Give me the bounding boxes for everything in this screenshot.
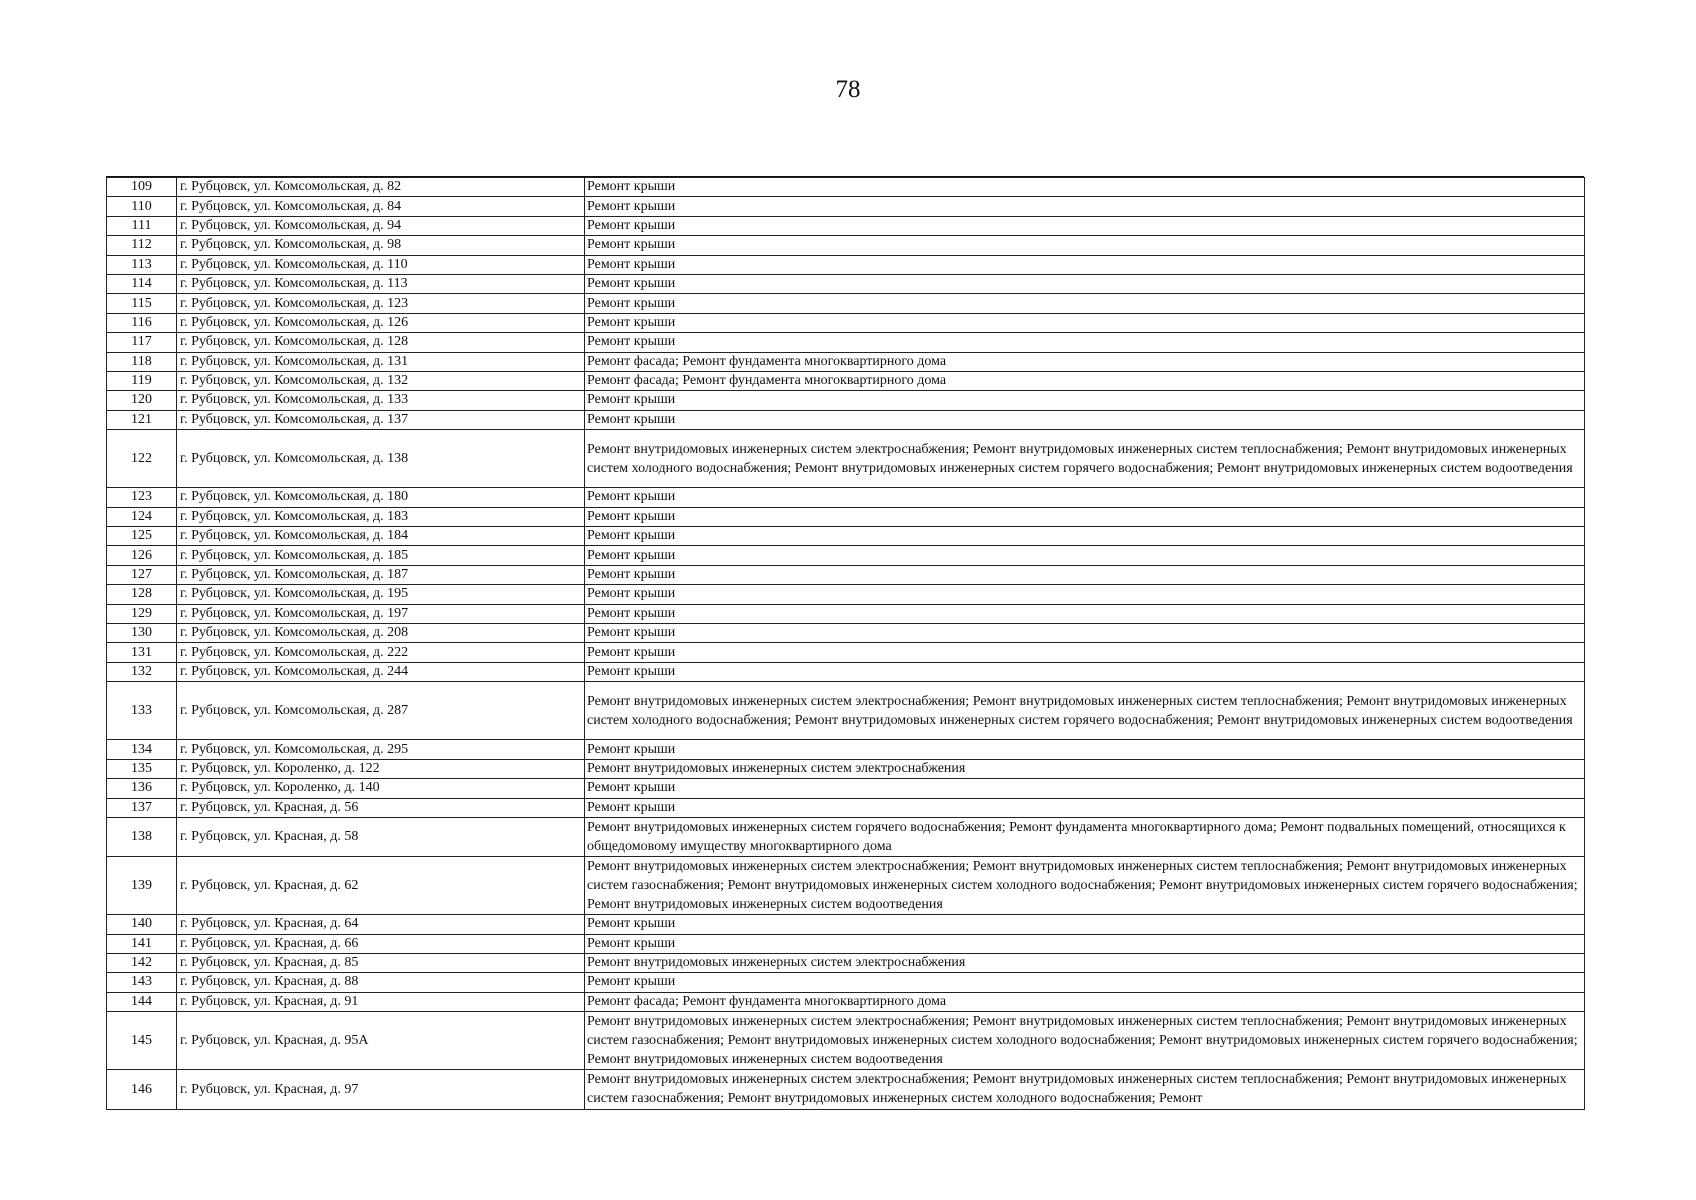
house-address: г. Рубцовск, ул. Комсомольская, д. 110 [177, 255, 585, 274]
house-address: г. Рубцовск, ул. Красная, д. 91 [177, 992, 585, 1011]
row-number: 128 [107, 585, 177, 604]
table-row [107, 934, 1585, 953]
row-number: 145 [107, 1012, 177, 1070]
house-address: г. Рубцовск, ул. Красная, д. 64 [177, 915, 585, 934]
row-number: 120 [107, 391, 177, 410]
row-number: 143 [107, 973, 177, 992]
row-number: 140 [107, 915, 177, 934]
house-address: г. Рубцовск, ул. Красная, д. 58 [177, 817, 585, 856]
house-address: г. Рубцовск, ул. Короленко, д. 140 [177, 779, 585, 798]
repair-works: Ремонт крыши [585, 779, 1585, 798]
house-address: г. Рубцовск, ул. Комсомольская, д. 94 [177, 216, 585, 235]
repair-works: Ремонт внутридомовых инженерных систем электроснабжения [585, 759, 1585, 778]
table-row [107, 488, 1585, 507]
house-address: г. Рубцовск, ул. Комсомольская, д. 197 [177, 604, 585, 623]
house-address: г. Рубцовск, ул. Комсомольская, д. 183 [177, 507, 585, 526]
table-row [107, 1012, 1585, 1070]
house-address: г. Рубцовск, ул. Комсомольская, д. 222 [177, 643, 585, 662]
row-number: 111 [107, 216, 177, 235]
row-number: 137 [107, 798, 177, 817]
table-row [107, 507, 1585, 526]
house-address: г. Рубцовск, ул. Комсомольская, д. 187 [177, 565, 585, 584]
table-row [107, 992, 1585, 1011]
table-row [107, 410, 1585, 429]
table-row [107, 798, 1585, 817]
house-address: г. Рубцовск, ул. Комсомольская, д. 208 [177, 624, 585, 643]
table-row [107, 662, 1585, 681]
house-address: г. Рубцовск, ул. Комсомольская, д. 82 [177, 178, 585, 197]
house-address: г. Рубцовск, ул. Короленко, д. 122 [177, 759, 585, 778]
repair-works: Ремонт крыши [585, 294, 1585, 313]
repair-works: Ремонт крыши [585, 313, 1585, 332]
house-address: г. Рубцовск, ул. Красная, д. 56 [177, 798, 585, 817]
row-number: 119 [107, 371, 177, 390]
repair-works: Ремонт крыши [585, 662, 1585, 681]
row-number: 133 [107, 682, 177, 740]
repair-works: Ремонт крыши [585, 216, 1585, 235]
repair-works: Ремонт крыши [585, 604, 1585, 623]
row-number: 138 [107, 817, 177, 856]
table-row [107, 236, 1585, 255]
table-row [107, 856, 1585, 914]
repair-works: Ремонт фасада; Ремонт фундамента многоквартирного дома [585, 371, 1585, 390]
table-row [107, 216, 1585, 235]
row-number: 118 [107, 352, 177, 371]
repair-works: Ремонт внутридомовых инженерных систем электроснабжения; Ремонт внутридомовых инженерных систем теплоснабжения; Ремонт внутридомовых инженерных систем холодного водоснабжения; Ремонт внутридомовых инженерных систем горячего водоснабжения; Ремонт внутридомовых инженерных систем водоотведения [585, 430, 1585, 488]
table-row [107, 333, 1585, 352]
row-number: 125 [107, 527, 177, 546]
repair-works: Ремонт крыши [585, 507, 1585, 526]
table-row [107, 371, 1585, 390]
works-register [106, 176, 1584, 1110]
row-number: 123 [107, 488, 177, 507]
table-row [107, 430, 1585, 488]
table-row [107, 313, 1585, 332]
row-number: 131 [107, 643, 177, 662]
house-address: г. Рубцовск, ул. Комсомольская, д. 138 [177, 430, 585, 488]
house-address: г. Рубцовск, ул. Комсомольская, д. 295 [177, 740, 585, 759]
table-row [107, 391, 1585, 410]
row-number: 114 [107, 274, 177, 293]
table-row [107, 585, 1585, 604]
house-address: г. Рубцовск, ул. Комсомольская, д. 123 [177, 294, 585, 313]
table-row [107, 527, 1585, 546]
row-number: 144 [107, 992, 177, 1011]
row-number: 124 [107, 507, 177, 526]
house-address: г. Рубцовск, ул. Комсомольская, д. 128 [177, 333, 585, 352]
repair-works: Ремонт внутридомовых инженерных систем электроснабжения; Ремонт внутридомовых инженерных систем теплоснабжения; Ремонт внутридомовых инженерных систем газоснабжения; Ремонт внутридомовых инженерных систем холодного водоснабжения; Ремонт внутридомовых инженерных систем горячего водоснабжения; Ремонт внутридомовых инженерных систем водоотведения [585, 1012, 1585, 1070]
repair-works: Ремонт внутридомовых инженерных систем горячего водоснабжения; Ремонт фундамента многоквартирного дома; Ремонт подвальных помещений, относящихся к общедомовому имуществу многоквартирного дома [585, 817, 1585, 856]
house-address: г. Рубцовск, ул. Комсомольская, д. 126 [177, 313, 585, 332]
repair-works: Ремонт фасада; Ремонт фундамента многоквартирного дома [585, 992, 1585, 1011]
house-address: г. Рубцовск, ул. Комсомольская, д. 184 [177, 527, 585, 546]
house-address: г. Рубцовск, ул. Комсомольская, д. 98 [177, 236, 585, 255]
repair-works: Ремонт крыши [585, 255, 1585, 274]
house-address: г. Рубцовск, ул. Комсомольская, д. 180 [177, 488, 585, 507]
repair-works: Ремонт крыши [585, 565, 1585, 584]
table-row [107, 973, 1585, 992]
house-address: г. Рубцовск, ул. Комсомольская, д. 84 [177, 197, 585, 216]
house-address: г. Рубцовск, ул. Комсомольская, д. 244 [177, 662, 585, 681]
row-number: 109 [107, 178, 177, 197]
repair-works: Ремонт крыши [585, 546, 1585, 565]
house-address: г. Рубцовск, ул. Красная, д. 85 [177, 953, 585, 972]
table-row [107, 294, 1585, 313]
table-row [107, 953, 1585, 972]
table-body [107, 178, 1585, 1110]
table-row [107, 197, 1585, 216]
house-address: г. Рубцовск, ул. Красная, д. 62 [177, 856, 585, 914]
table-row [107, 817, 1585, 856]
repair-works: Ремонт крыши [585, 973, 1585, 992]
row-number: 129 [107, 604, 177, 623]
house-address: г. Рубцовск, ул. Красная, д. 66 [177, 934, 585, 953]
repair-works: Ремонт крыши [585, 488, 1585, 507]
row-number: 115 [107, 294, 177, 313]
row-number: 146 [107, 1070, 177, 1110]
page-number: 78 [835, 76, 861, 103]
table-row [107, 759, 1585, 778]
repair-works: Ремонт внутридомовых инженерных систем электроснабжения; Ремонт внутридомовых инженерных систем теплоснабжения; Ремонт внутридомовых инженерных систем холодного водоснабжения; Ремонт внутридомовых инженерных систем горячего водоснабжения; Ремонт внутридомовых инженерных систем водоотведения [585, 682, 1585, 740]
house-address: г. Рубцовск, ул. Красная, д. 97 [177, 1070, 585, 1110]
row-number: 135 [107, 759, 177, 778]
house-address: г. Рубцовск, ул. Комсомольская, д. 185 [177, 546, 585, 565]
repair-works: Ремонт крыши [585, 274, 1585, 293]
table-row [107, 740, 1585, 759]
row-number: 130 [107, 624, 177, 643]
repair-works: Ремонт фасада; Ремонт фундамента многоквартирного дома [585, 352, 1585, 371]
repair-works: Ремонт крыши [585, 236, 1585, 255]
repair-works: Ремонт крыши [585, 624, 1585, 643]
row-number: 127 [107, 565, 177, 584]
repair-works: Ремонт крыши [585, 643, 1585, 662]
house-address: г. Рубцовск, ул. Комсомольская, д. 287 [177, 682, 585, 740]
table-row [107, 1070, 1585, 1110]
row-number: 113 [107, 255, 177, 274]
table-row [107, 779, 1585, 798]
house-address: г. Рубцовск, ул. Комсомольская, д. 133 [177, 391, 585, 410]
house-address: г. Рубцовск, ул. Комсомольская, д. 195 [177, 585, 585, 604]
house-address: г. Рубцовск, ул. Комсомольская, д. 131 [177, 352, 585, 371]
table-row [107, 643, 1585, 662]
row-number: 110 [107, 197, 177, 216]
house-address: г. Рубцовск, ул. Комсомольская, д. 113 [177, 274, 585, 293]
works-table [106, 177, 1585, 1110]
house-address: г. Рубцовск, ул. Красная, д. 95А [177, 1012, 585, 1070]
repair-works: Ремонт крыши [585, 585, 1585, 604]
house-address: г. Рубцовск, ул. Комсомольская, д. 137 [177, 410, 585, 429]
repair-works: Ремонт крыши [585, 178, 1585, 197]
table-row [107, 604, 1585, 623]
repair-works: Ремонт внутридомовых инженерных систем электроснабжения; Ремонт внутридомовых инженерных систем теплоснабжения; Ремонт внутридомовых инженерных систем газоснабжения; Ремонт внутридомовых инженерных систем холодного водоснабжения; Ремонт [585, 1070, 1585, 1110]
row-number: 126 [107, 546, 177, 565]
repair-works: Ремонт крыши [585, 915, 1585, 934]
table-row [107, 565, 1585, 584]
house-address: г. Рубцовск, ул. Красная, д. 88 [177, 973, 585, 992]
repair-works: Ремонт крыши [585, 410, 1585, 429]
row-number: 117 [107, 333, 177, 352]
row-number: 134 [107, 740, 177, 759]
table-row [107, 352, 1585, 371]
row-number: 122 [107, 430, 177, 488]
repair-works: Ремонт крыши [585, 740, 1585, 759]
table-row [107, 682, 1585, 740]
row-number: 132 [107, 662, 177, 681]
table-row [107, 274, 1585, 293]
repair-works: Ремонт крыши [585, 798, 1585, 817]
repair-works: Ремонт крыши [585, 934, 1585, 953]
row-number: 121 [107, 410, 177, 429]
row-number: 139 [107, 856, 177, 914]
row-number: 141 [107, 934, 177, 953]
row-number: 136 [107, 779, 177, 798]
table-row [107, 546, 1585, 565]
repair-works: Ремонт крыши [585, 333, 1585, 352]
repair-works: Ремонт крыши [585, 527, 1585, 546]
row-number: 142 [107, 953, 177, 972]
row-number: 116 [107, 313, 177, 332]
repair-works: Ремонт внутридомовых инженерных систем электроснабжения; Ремонт внутридомовых инженерных систем теплоснабжения; Ремонт внутридомовых инженерных систем газоснабжения; Ремонт внутридомовых инженерных систем холодного водоснабжения; Ремонт внутридомовых инженерных систем горячего водоснабжения; Ремонт внутридомовых инженерных систем водоотведения [585, 856, 1585, 914]
table-row [107, 255, 1585, 274]
table-row [107, 624, 1585, 643]
repair-works: Ремонт внутридомовых инженерных систем электроснабжения [585, 953, 1585, 972]
house-address: г. Рубцовск, ул. Комсомольская, д. 132 [177, 371, 585, 390]
repair-works: Ремонт крыши [585, 197, 1585, 216]
table-row [107, 915, 1585, 934]
table-row [107, 178, 1585, 197]
row-number: 112 [107, 236, 177, 255]
repair-works: Ремонт крыши [585, 391, 1585, 410]
